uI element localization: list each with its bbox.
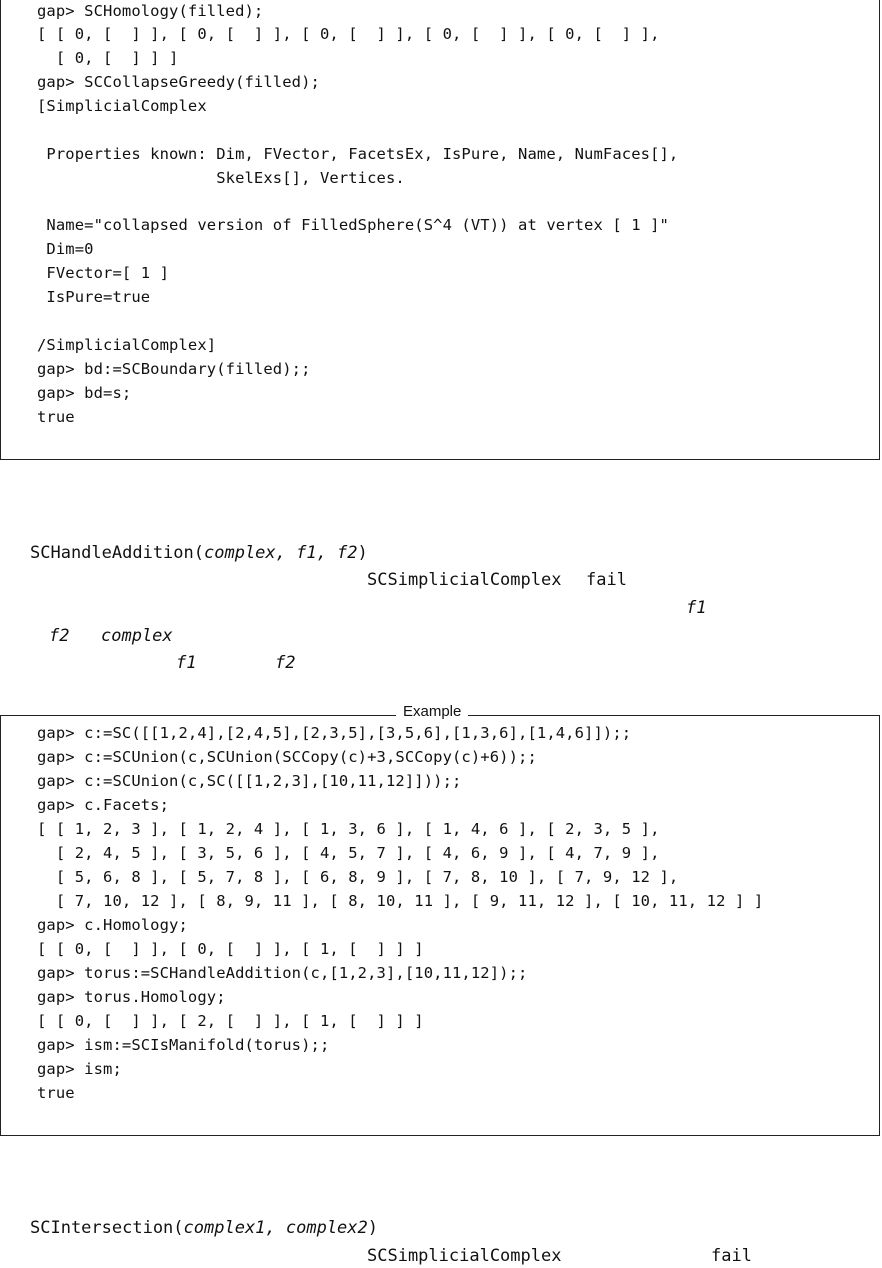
code-line: [ [ 0, [ ] ], [ 0, [ ] ], [ 1, [ ] ] ] [37,940,424,958]
code-line: SkelExs[], Vertices. [37,169,405,187]
param-complex: complex [101,626,173,646]
return-type: SCSimplicialComplex [367,570,562,590]
function-close-paren: ) [357,543,368,563]
code-line: [ 5, 6, 8 ], [ 5, 7, 8 ], [ 6, 8, 9 ], [ 7, 8, 10 ], [ 7, 9, 12 ], [37,868,679,886]
code-line: gap> ism; [37,1060,122,1078]
function-signature [30,542,368,564]
example-title: Example [396,703,468,721]
code-line: Name="collapsed version of FilledSphere(S^4 (VT)) at vertex [ 1 ]" [37,216,669,234]
function-close-paren: ) [367,1218,379,1238]
code-line: gap> torus.Homology; [37,988,226,1006]
function-name: SCIntersection( [30,1218,184,1238]
function-args: complex1, complex2 [183,1218,368,1238]
function-name: SCHandleAddition( [30,543,204,563]
code-line: gap> c:=SCUnion(c,SC([[1,2,3],[10,11,12]]));; [37,772,462,790]
code-line: gap> c:=SC([[1,2,4],[2,4,5],[2,3,5],[3,5,6],[1,3,6],[1,4,6]]);; [37,724,632,742]
code-line: gap> c:=SCUnion(c,SCUnion(SCCopy(c)+3,SCCopy(c)+6));; [37,748,537,766]
code-line: gap> torus:=SCHandleAddition(c,[1,2,3],[10,11,12]);; [37,964,528,982]
param-f1: f1 [686,598,707,618]
code-line: gap> SCHomology(filled); [37,2,264,20]
code-line: [ [ 0, [ ] ], [ 0, [ ] ], [ 0, [ ] ], [ 0, [ ] ], [ 0, [ ] ], [37,25,660,43]
code-line: Properties known: Dim, FVector, FacetsEx, IsPure, Name, NumFaces[], [37,145,679,163]
code-line: Dim=0 [37,240,94,258]
return-fail: fail [586,570,627,590]
code-line: FVector=[ 1 ] [37,264,170,282]
code-line: [ 0, [ ] ] ] [37,49,179,67]
code-line: gap> bd:=SCBoundary(filled);; [37,360,311,378]
param-f2-ref: f2 [275,653,296,673]
function-signature [30,1217,378,1239]
code-line: gap> c.Homology; [37,916,188,934]
code-line: gap> bd=s; [37,384,132,402]
return-fail: fail [711,1246,752,1266]
return-type: SCSimplicialComplex [367,1246,562,1266]
code-line: [ 2, 4, 5 ], [ 3, 5, 6 ], [ 4, 5, 7 ], [ 4, 6, 9 ], [ 4, 7, 9 ], [37,844,660,862]
code-line: IsPure=true [37,288,151,306]
function-args: complex, f1, f2 [204,543,358,563]
code-line: /SimplicialComplex] [37,336,217,354]
code-line: [ 7, 10, 12 ], [ 8, 9, 11 ], [ 8, 10, 11 ], [ 9, 11, 12 ], [ 10, 11, 12 ] ] [37,892,764,910]
code-line: [ [ 1, 2, 3 ], [ 1, 2, 4 ], [ 1, 3, 6 ], [ 1, 4, 6 ], [ 2, 3, 5 ], [37,820,660,838]
code-line: gap> SCCollapseGreedy(filled); [37,73,320,91]
param-f2: f2 [49,626,70,646]
param-f1-ref: f1 [176,653,197,673]
code-line: gap> ism:=SCIsManifold(torus);; [37,1036,330,1054]
code-line: [SimplicialComplex [37,97,207,115]
code-line: [ [ 0, [ ] ], [ 2, [ ] ], [ 1, [ ] ] ] [37,1012,424,1030]
code-line: true [37,408,75,426]
code-line: gap> c.Facets; [37,796,170,814]
code-line: true [37,1084,75,1102]
